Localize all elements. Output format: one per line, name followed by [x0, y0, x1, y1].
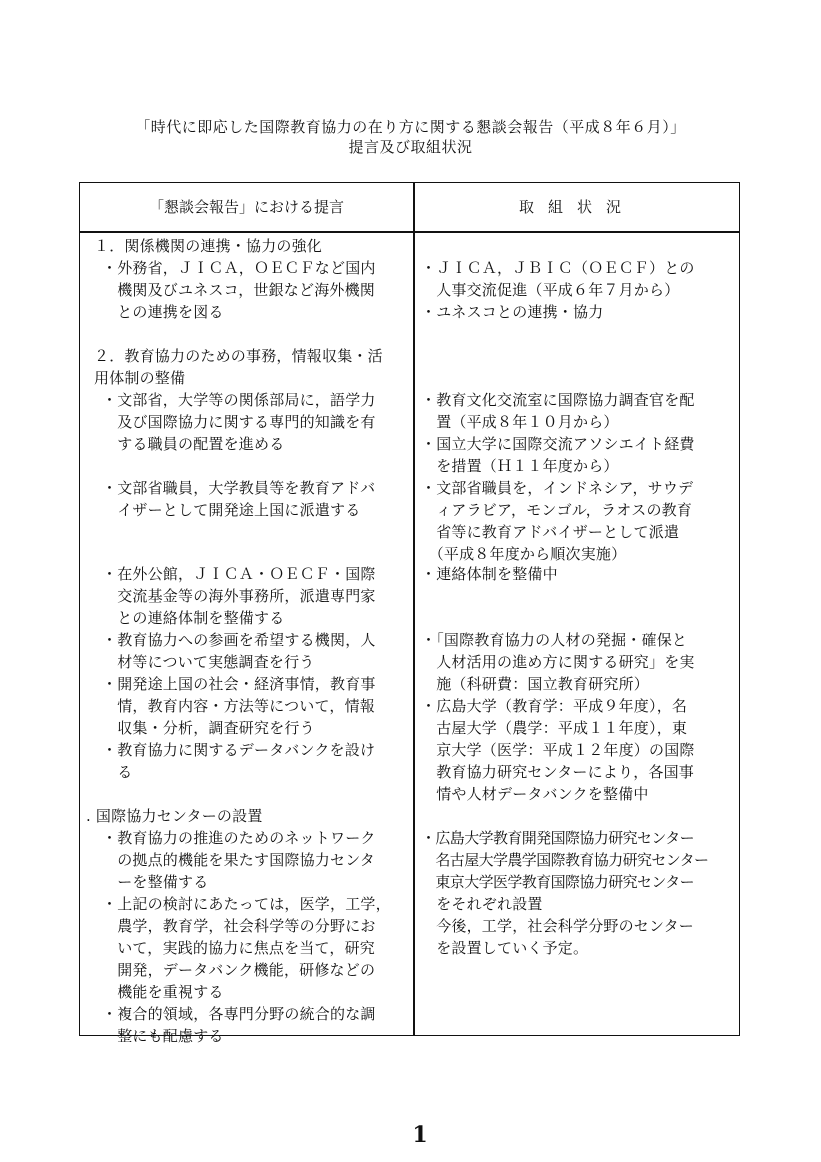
right-line: 施（科研費：国立教育研究所） — [421, 675, 650, 693]
right-line: 今後，工学，社会科学分野のセンター — [421, 917, 695, 935]
left-line: 整にも配慮する — [102, 1027, 224, 1045]
header-proposals: 「懇談会報告」における提言 — [148, 198, 344, 216]
left-line: との連絡体制を整備する — [102, 609, 285, 627]
right-line: 省等に教育アドバイザーとして派遣 — [421, 523, 680, 541]
left-line: ・複合的領域，各専門分野の統合的な調 — [102, 1005, 376, 1023]
right-line: を措置（Ｈ１１年度から） — [421, 457, 619, 475]
left-line: る — [102, 763, 133, 781]
left-line: 開発，データバンク機能，研修などの — [102, 961, 376, 979]
left-line: する職員の配置を進める — [102, 435, 285, 453]
right-line: 京大学（医学：平成１２年度）の国際 — [421, 741, 695, 759]
left-line: . 国際協力センターの設置 — [86, 807, 263, 825]
right-line: ・文部省職員を，インドネシア，サウデ — [421, 479, 694, 497]
right-line: ・連絡体制を整備中 — [421, 565, 558, 583]
left-line: 交流基金等の海外事務所，派遣専門家 — [102, 587, 376, 605]
right-line: ・国立大学に国際交流アソシエイト経費 — [421, 435, 695, 453]
left-line: 情，教育内容・方法等について，情報 — [102, 697, 376, 715]
left-line: ・在外公館，ＪＩＣＡ・ＯＥＣＦ・国際 — [102, 565, 376, 583]
right-line: 名古屋大学農学国際教育協力研究センター — [421, 851, 709, 869]
left-line: 機関及びユネスコ，世銀など海外機関 — [102, 281, 376, 299]
right-line: 置（平成８年１０月から） — [421, 413, 619, 431]
title-line-1: 「時代に即応した国際教育協力の在り方に関する懇談会報告（平成８年６月）」 — [135, 118, 686, 136]
left-line: との連携を図る — [102, 303, 224, 321]
left-line: ・教育協力に関するデータバンクを設け — [102, 741, 376, 759]
left-line: イザーとして開発途上国に派遣する — [102, 501, 361, 519]
right-line: （平成８年度から順次実施） — [421, 545, 627, 563]
left-line: ・教育協力への参画を希望する機関，人 — [102, 631, 376, 649]
left-line: 農学，教育学，社会科学等の分野にお — [102, 917, 376, 935]
right-line: ・ユネスコとの連携・協力 — [421, 303, 604, 321]
header-divider — [80, 231, 739, 233]
right-line: 教育協力研究センターにより，各国事 — [421, 763, 695, 781]
left-line: 材等について実態調査を行う — [102, 653, 315, 671]
header-status: 取組状況 — [518, 198, 635, 216]
left-line: ・開発途上国の社会・経済事情，教育事 — [102, 675, 376, 693]
column-divider — [413, 183, 415, 1035]
left-line: 収集・分析，調査研究を行う — [102, 719, 315, 737]
left-line: １．関係機関の連携・協力の強化 — [94, 237, 323, 255]
right-line: ・ＪＩＣＡ，ＪＢＩＣ（ＯＥＣＦ）との — [421, 259, 695, 277]
right-line: 人材活用の進め方に関する研究」を実 — [421, 653, 695, 671]
title-line-2: 提言及び取組状況 — [348, 138, 473, 156]
left-line: ２．教育協力のための事務，情報収集・活 — [94, 347, 383, 365]
left-line: 用体制の整備 — [94, 369, 186, 387]
right-line: 古屋大学（農学：平成１１年度），東 — [421, 719, 688, 737]
right-line: ・広島大学教育開発国際協力研究センター — [421, 829, 695, 847]
left-line: ・教育協力の推進のためのネットワーク — [102, 829, 376, 847]
left-line: いて，実践的協力に焦点を当て，研究 — [102, 939, 376, 957]
left-line: ーを整備する — [102, 873, 209, 891]
right-line: ・教育文化交流室に国際協力調査官を配 — [421, 391, 695, 409]
left-line: ・上記の検討にあたっては，医学，工学， — [102, 895, 391, 913]
left-line: 機能を重視する — [102, 983, 224, 1001]
left-line: 及び国際協力に関する専門的知識を有 — [102, 413, 376, 431]
right-line: 人事交流促進（平成６年７月から） — [421, 281, 680, 299]
left-line: ・文部省職員，大学教員等を教育アドバ — [102, 479, 376, 497]
right-line: ィアラビア，モンゴル，ラオスの教育 — [421, 501, 693, 519]
left-line: ・文部省，大学等の関係部局に，語学力 — [102, 391, 376, 409]
right-line: 東京大学医学教育国際協力研究センター — [421, 873, 695, 891]
right-line: ・広島大学（教育学：平成９年度），名 — [421, 697, 688, 715]
right-line: を設置していく予定。 — [421, 939, 589, 957]
left-line: の拠点的機能を果たす国際協力センタ — [102, 851, 376, 869]
right-line: をそれぞれ設置 — [421, 895, 543, 913]
right-line: ・「国際教育協力の人材の発掘・確保と — [421, 631, 688, 649]
right-line: 情や人材データバンクを整備中 — [421, 785, 649, 803]
proposal-status-table — [79, 182, 740, 1045]
left-line: ・外務省，ＪＩＣＡ，ＯＥＣＦなど国内 — [102, 259, 376, 277]
page-number: 1 — [412, 1122, 428, 1148]
